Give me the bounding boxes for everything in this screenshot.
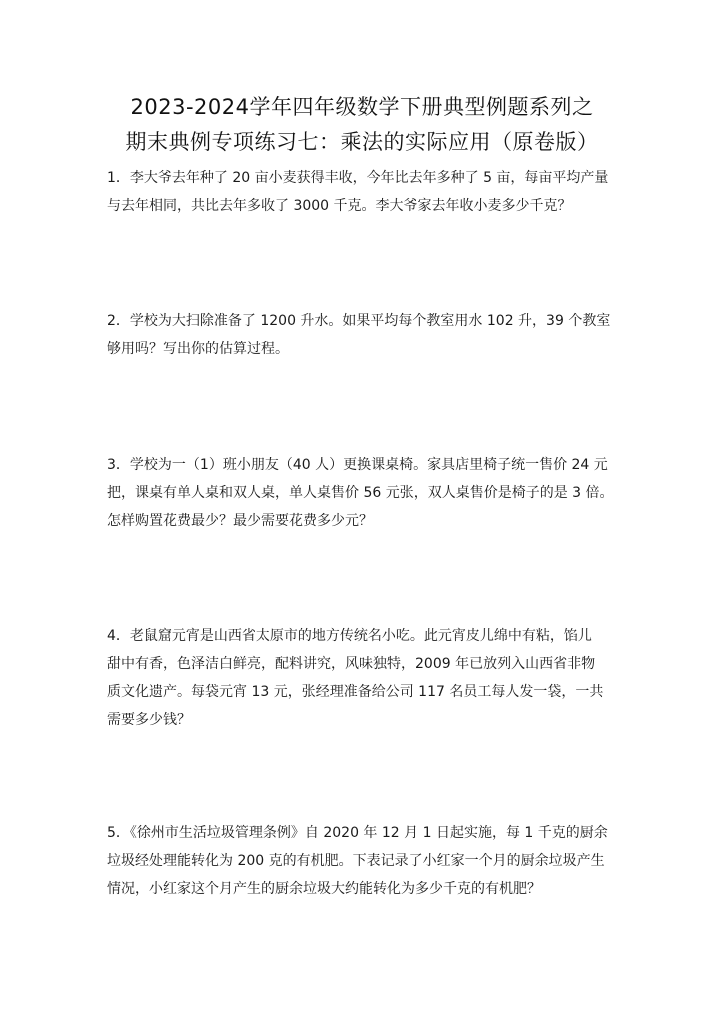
- question-2-line-2: 够用吗？写出你的估算过程。: [107, 341, 289, 357]
- question-1-line-2: 与去年相同，共比去年多收了 3000 千克。李大爷家去年收小麦多少千克？: [107, 198, 572, 214]
- question-1-line-1: 1．李大爷去年种了 20 亩小麦获得丰收，今年比去年多种了 5 亩，每亩平均产量: [107, 170, 609, 186]
- question-4-line-1: 4．老鼠窟元宵是山西省太原市的地方传统名小吃。此元宵皮儿绵中有粘，馅儿: [107, 628, 592, 644]
- question-5: [107, 819, 627, 903]
- question-5-line-2: 垃圾经处理能转化为 200 克的有机肥。下表记录了小红家一个月的厨余垃圾产生: [107, 853, 605, 869]
- document-title-line-2: 期末典例专项练习七：乘法的实际应用（原卷版）: [125, 130, 599, 154]
- question-2: [107, 307, 627, 363]
- question-5-line-1: 5．《徐州市生活垃圾管理条例》自 2020 年 12 月 1 日起实施，每 1 千克的厨余: [107, 825, 608, 841]
- question-3-line-1: 3．学校为一（1）班小朋友（40 人）更换课桌椅。家具店里椅子统一售价 24 元: [107, 457, 608, 473]
- question-4-line-4: 需要多少钱？: [107, 712, 191, 728]
- question-3: [107, 451, 627, 535]
- question-4-line-2: 甜中有香，色泽洁白鲜亮，配料讲究，风味独特，2009 年已放列入山西省非物: [107, 656, 596, 672]
- document-title-line-1: 2023-2024学年四年级数学下册典型例题系列之: [130, 95, 594, 119]
- question-3-line-2: 把，课桌有单人桌和双人桌，单人桌售价 56 元张，双人桌售价是椅子的是 3 倍。: [107, 485, 614, 501]
- question-2-line-1: 2．学校为大扫除准备了 1200 升水。如果平均每个教室用水 102 升，39 个教室: [107, 313, 611, 329]
- question-4: [107, 622, 627, 734]
- question-3-line-3: 怎样购置花费最少？最少需要花费多少元？: [107, 513, 373, 529]
- question-4-line-3: 质文化遗产。每袋元宵 13 元，张经理准备给公司 117 名员工每人发一袋，一共: [107, 684, 604, 700]
- question-5-line-3: 情况，小红家这个月产生的厨余垃圾大约能转化为多少千克的有机肥？: [107, 881, 541, 897]
- question-1: [107, 164, 627, 220]
